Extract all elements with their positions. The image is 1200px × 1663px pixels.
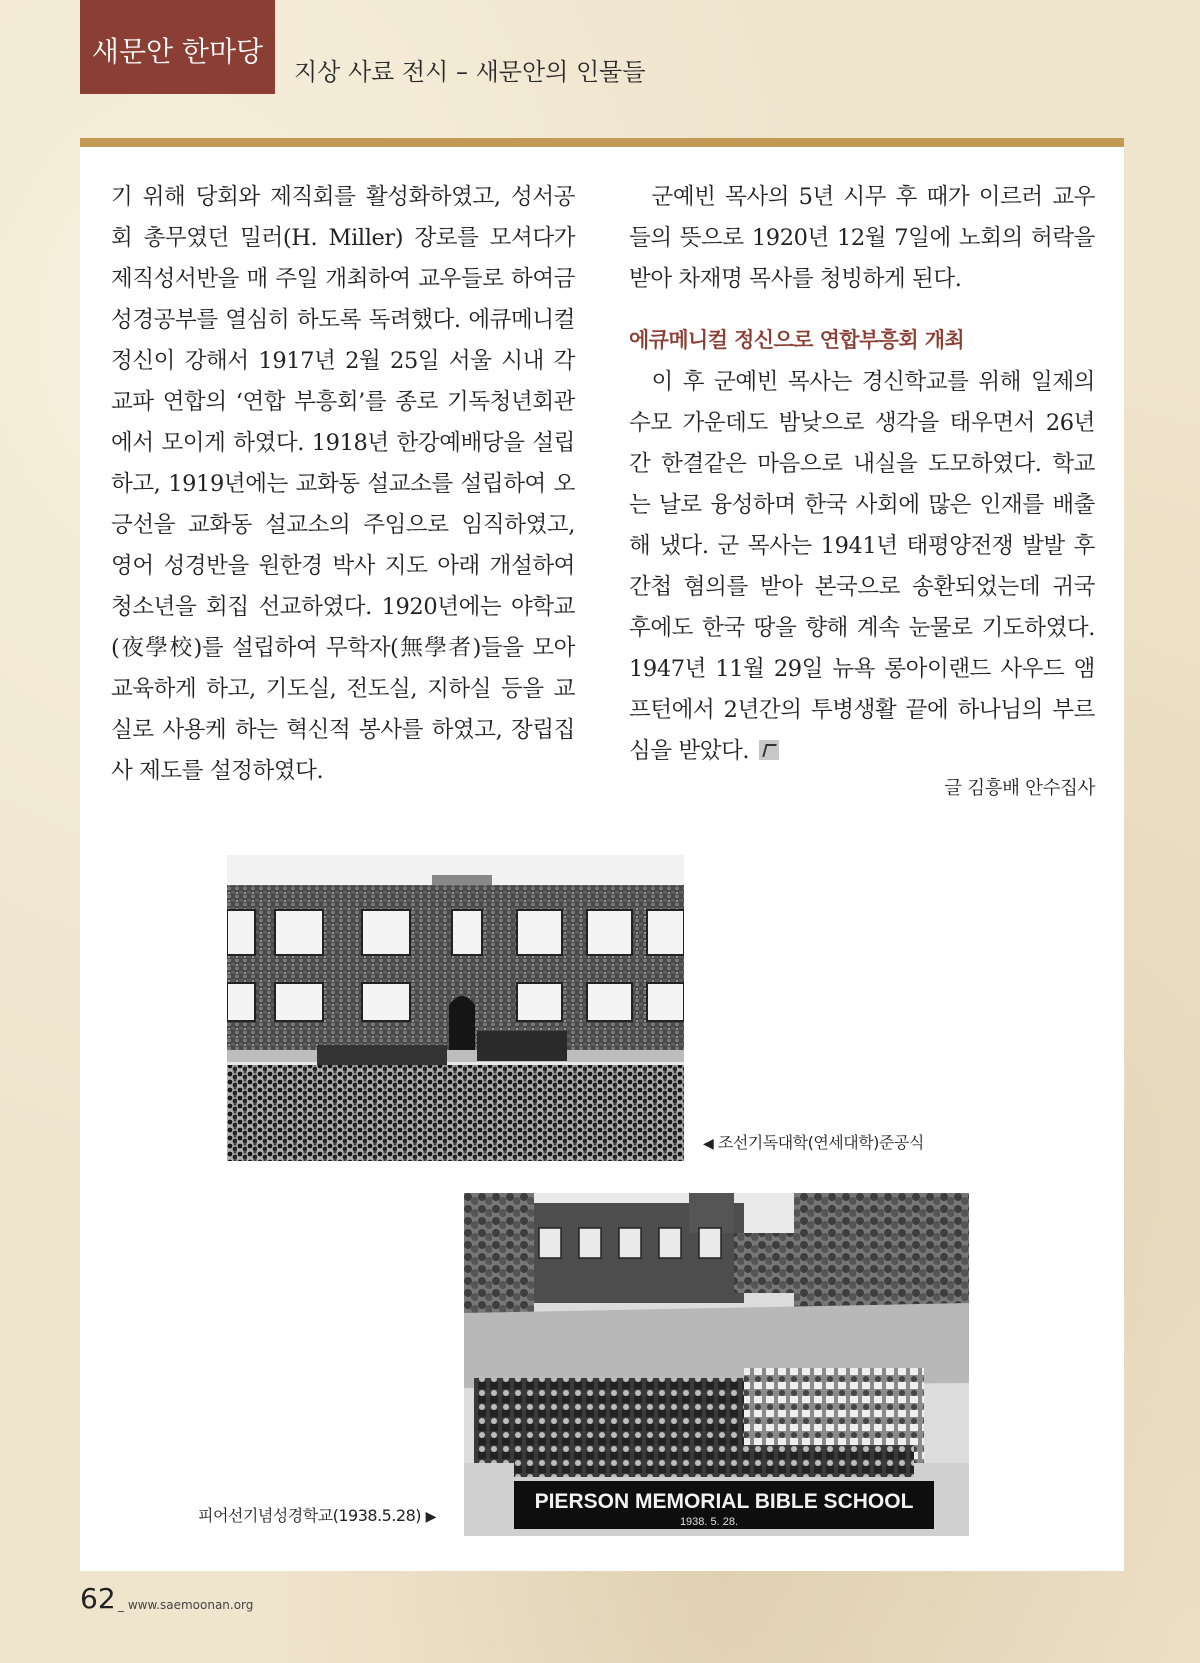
photo-banner-date: 1938. 5. 28. — [679, 1516, 739, 1528]
photo-caption — [198, 1503, 436, 1526]
article-right-column — [629, 177, 1095, 804]
article-paragraph: 군예빈 목사의 5년 시무 후 때가 이르러 교우들의 뜻으로 1920년 12월 7일에 노회의 허락을 받아 차재명 목사를 청빙하게 된다. — [629, 184, 1095, 292]
content-panel — [80, 147, 1124, 1571]
section-label: 새문안 한마당 — [91, 35, 264, 68]
author-credit: 글 김흥배 안수집사 — [944, 778, 1095, 799]
end-mark-icon — [759, 740, 779, 760]
gold-divider — [80, 138, 1124, 147]
article-paragraph — [629, 362, 1095, 772]
page-number: 62 — [80, 1582, 116, 1615]
article-paragraph: 기 위해 당회와 제직회를 활성화하였고, 성서공회 총무였던 밀러(H. Miller) 장로를 모셔다가 제직성서반을 매 주일 개최하여 교우들로 하여금 성경공부를 열심히 하도록 독려했다. 에큐메니컬 정신이 강해서 1917년 2월 25일 서울 시내 각 교파 연합의 ‘연합 부흥회’를 종로 기독청년회관에서 모이게 하였다. 1918년 한강예배당을 설립하고, 1919년에는 교화동 설교소를 설립하여 오긍선을 교화동 설교소의 주임으로 임직하였고, 영어 성경반을 원한경 박사 지도 아래 개설하여 청소년을 회집 선교하였다. 1920년에는 야학교(夜學校)를 설립하여 무학자(無學者)들을 모아 교육하게 하고, 기도실, 전도실, 지하실 등을 교실로 사용케 하는 혁신적 봉사를 하였고, 장립집사 제도를 설정하였다. — [111, 184, 575, 784]
photo-group-portrait — [464, 1193, 969, 1536]
photo-banner-text: PIERSON MEMORIAL BIBLE SCHOOL — [534, 1490, 914, 1513]
caption-text: 조선기독대학(연세대학)준공식 — [717, 1133, 924, 1152]
article-left-column — [111, 177, 575, 792]
caption-text: 피어선기념성경학교(1938.5.28) — [198, 1506, 422, 1525]
photo-building-ceremony — [227, 855, 684, 1161]
website-url: _ www.saemoonan.org — [118, 1598, 254, 1612]
caption-left-arrow: ◀ — [703, 1136, 714, 1152]
section-subtitle: 지상 사료 전시 – 새문안의 인물들 — [294, 58, 646, 86]
section-tab — [80, 0, 275, 94]
section-heading: 에큐메니컬 정신으로 연합부흥회 개최 — [629, 328, 965, 352]
caption-right-arrow: ▶ — [425, 1509, 436, 1525]
photo-caption — [703, 1130, 924, 1153]
article-paragraph-text: 이 후 군예빈 목사는 경신학교를 위해 일제의 수모 가운데도 밤낮으로 생각을 태우면서 26년간 한결같은 마음으로 내실을 도모하였다. 학교는 날로 융성하며 한국 사회에 많은 인재를 배출해 냈다. 군 목사는 1941년 태평양전쟁 발발 후 간첩 혐의를 받아 본국으로 송환되었는데 귀국 후에도 한국 땅을 향해 계속 눈물로 기도하였다. 1947년 11월 29일 뉴욕 롱아이랜드 사우드 앰프턴에서 2년간의 투병생활 끝에 하나님의 부르심을 받았다. — [629, 369, 1095, 764]
